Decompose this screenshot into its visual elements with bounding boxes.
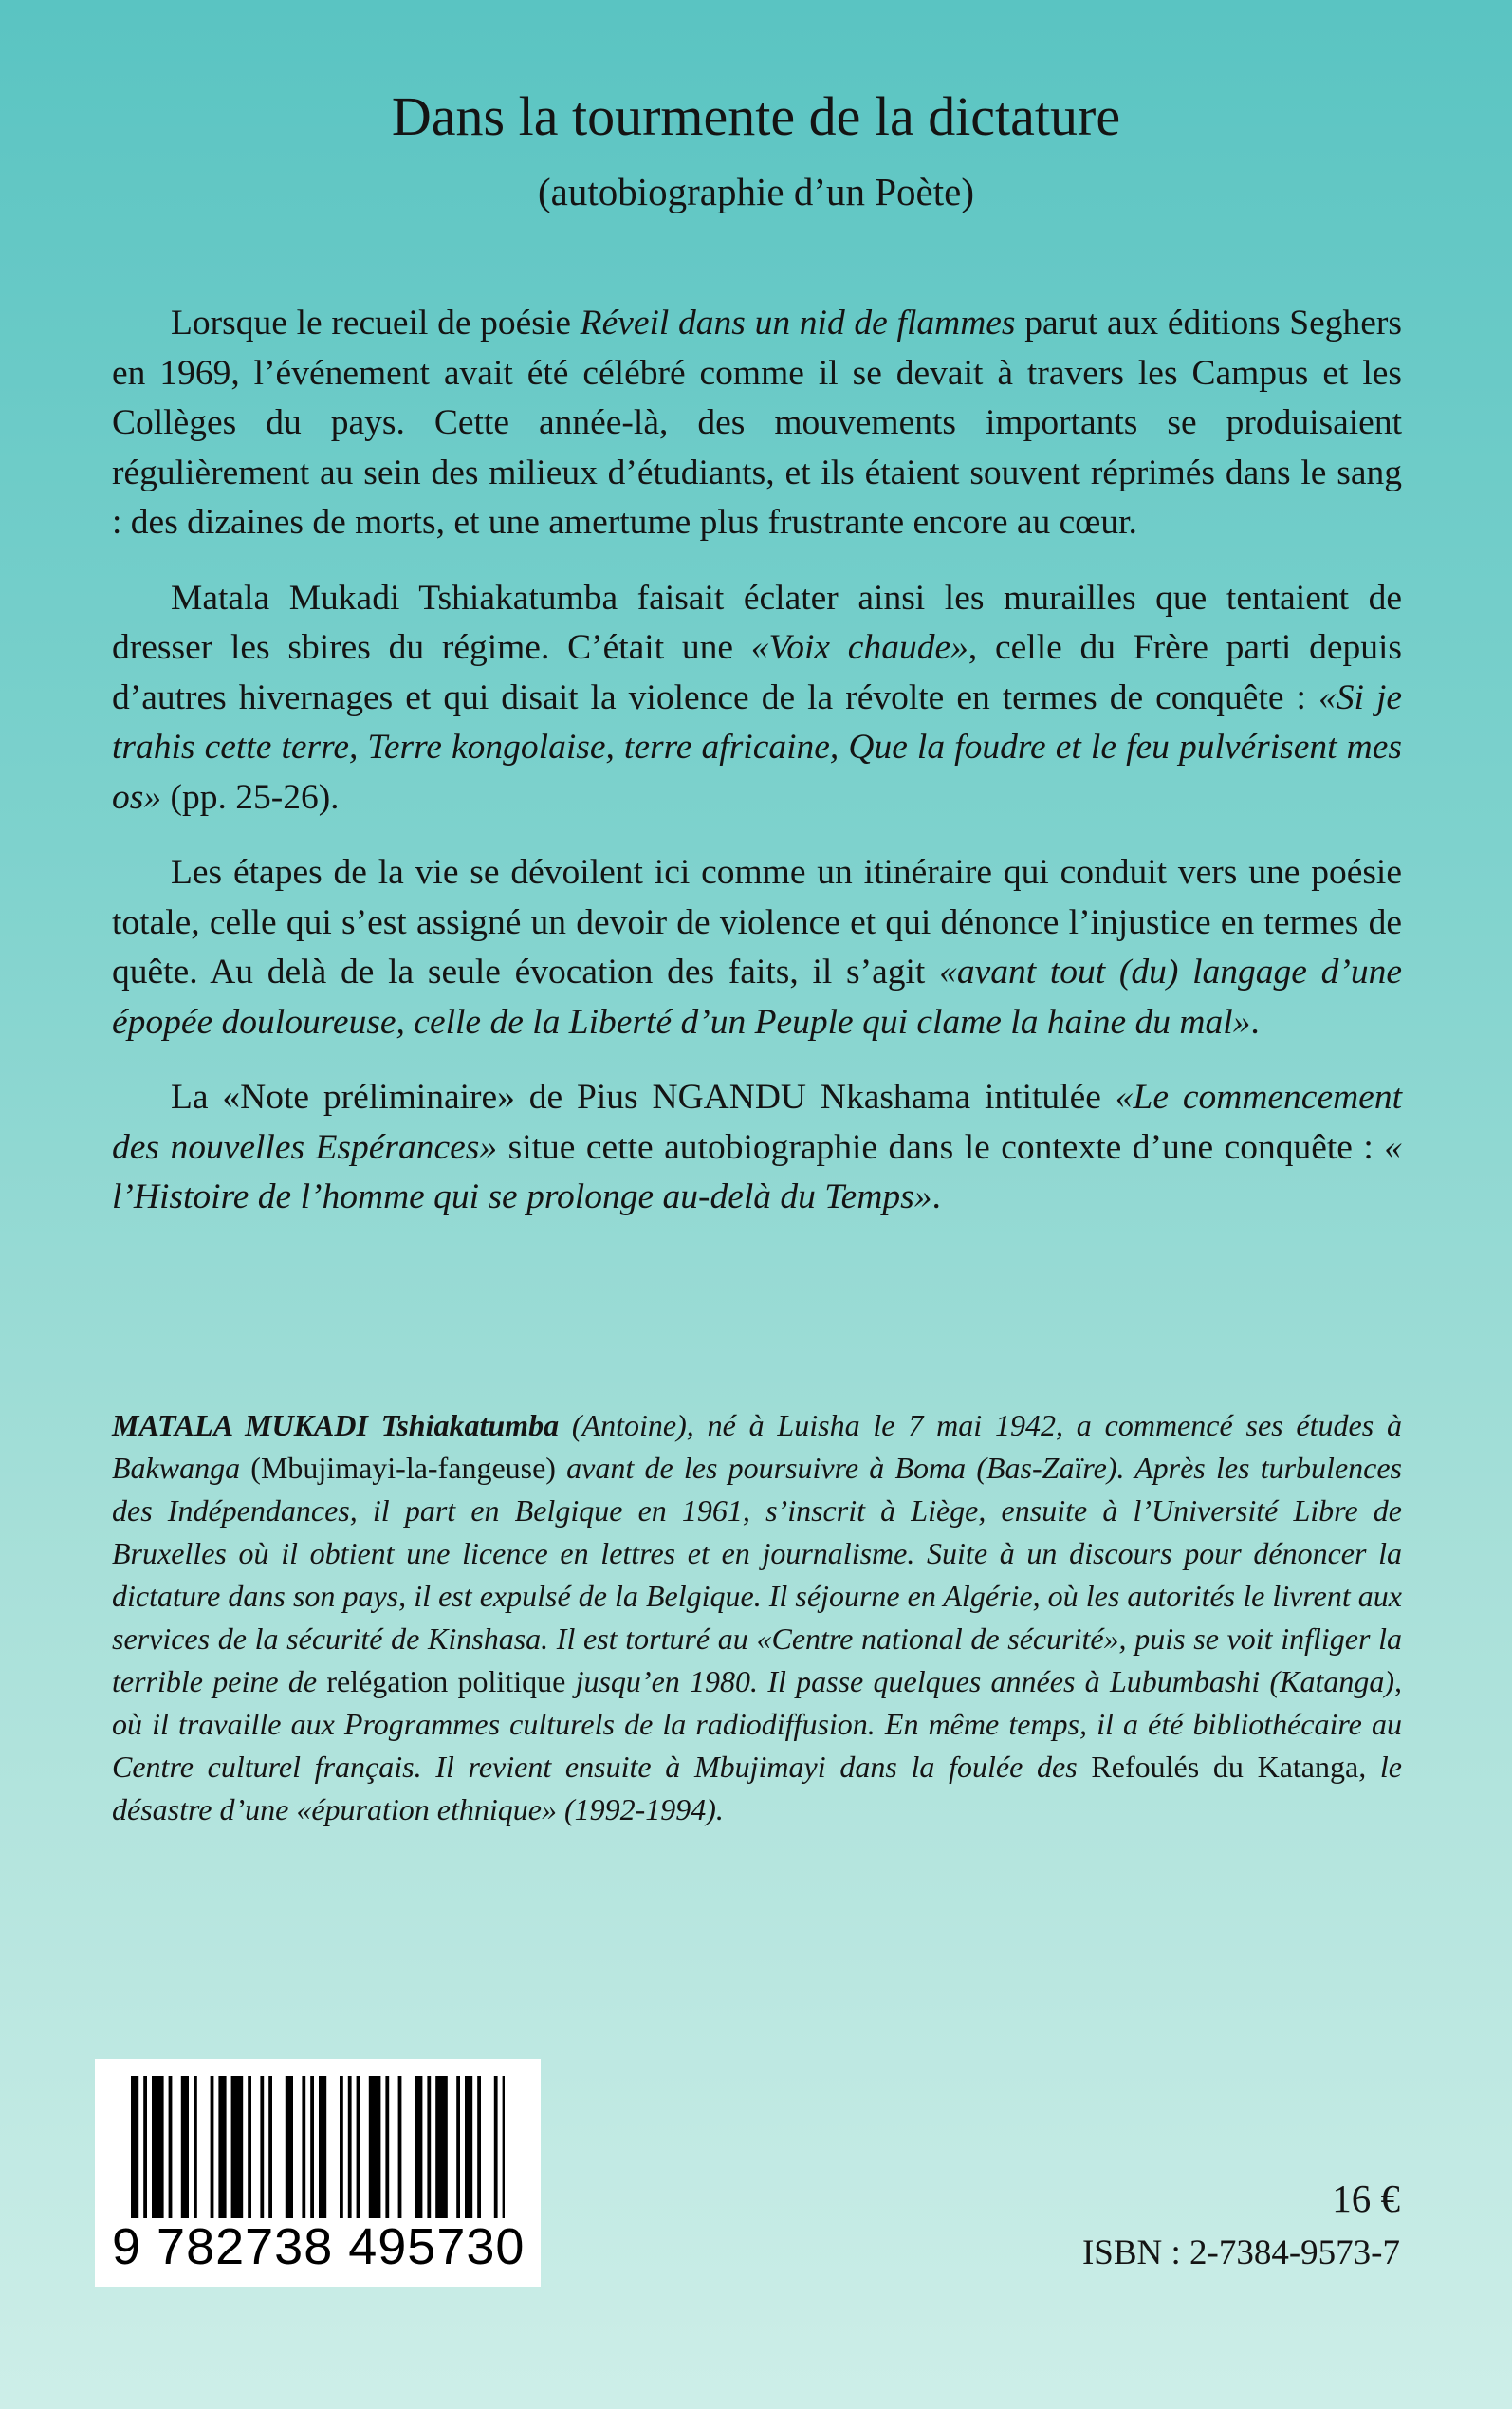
barcode-bar <box>268 2076 272 2218</box>
barcode-bar <box>319 2076 326 2218</box>
barcode-bar <box>231 2076 244 2218</box>
barcode-bar <box>427 2076 431 2218</box>
barcode-digits: 9 782738 495730 <box>112 2218 526 2275</box>
barcode-bar <box>194 2076 197 2218</box>
price: 16 € <box>1332 2177 1400 2220</box>
barcode-bar <box>181 2076 189 2218</box>
barcode-bar <box>340 2076 343 2218</box>
barcode-bar <box>211 2076 214 2218</box>
barcode-bar <box>260 2076 264 2218</box>
barcode-bar <box>503 2076 505 2218</box>
barcode-bar <box>385 2076 389 2218</box>
blurb-paragraph-3: Les étapes de la vie se dévoilent ici comme un itinéraire qui conduit vers une poésie totale, celle qui s’est assigné un devoir de violence et qui dénonce l’injustice en termes de quête. Au delà de la seule évocation des faits, il s’agit «avant tout (du) langage d’une épopée douloureuse, celle de la Liberté d’un Peuple qui clame la haine du mal». <box>112 853 1403 1042</box>
barcode-bar <box>310 2076 314 2218</box>
blurb-paragraph-1: Lorsque le recueil de poésie Réveil dans un nid de flammes parut aux éditions Seghers en 1969, l’événement avait été célébré comme il se devait à travers les Campus et les Collèges du pays. Cette année-là, des mouvements importants se produisaient régulièrement au sein des milieux d’étudiants, et ils étaient souvent réprimés dans le sang : des dizaines de morts, et une amertume plus frustrante encore au cœur. <box>112 304 1402 542</box>
barcode-bar <box>348 2076 352 2218</box>
author-name: MATALA MUKADI Tshiakatumba <box>112 1408 560 1442</box>
barcode-bar <box>357 2076 360 2218</box>
barcode-bar <box>143 2076 147 2218</box>
barcode-bar <box>456 2076 460 2218</box>
barcode-bar <box>169 2076 173 2218</box>
blurb-paragraph-4: La «Note préliminaire» de Pius NGANDU Nkashama intitulée «Le commencement des nouvelles Espérances» situe cette autobiographie dans le contexte d’une conquête : « l’Histoire de l’homme qui se prolonge au-delà du Temps». <box>112 1078 1402 1216</box>
barcode <box>95 2059 541 2287</box>
book-subtitle: (autobiographie d’un Poète) <box>538 170 974 213</box>
barcode-bar <box>435 2076 448 2218</box>
barcode-bar <box>398 2076 402 2218</box>
barcode-bar <box>494 2076 498 2218</box>
isbn: ISBN : 2-7384-9573-7 <box>1081 2233 1400 2272</box>
blurb-paragraph-2: Matala Mukadi Tshiakatumba faisait éclater ainsi les murailles que tentaient de dresser les sbires du régime. C’était une «Voix chaude», celle du Frère parti depuis d’autres hivernages et qui disait la violence de la révolte en termes de conquête : «Si je trahis cette terre, Terre kongolaise, terre africaine, Que la foudre et le feu pulvérisent mes os» (pp. 25-26). <box>112 578 1403 817</box>
barcode-bar <box>286 2076 293 2218</box>
barcode-bar <box>248 2076 251 2218</box>
barcode-bar <box>415 2076 422 2218</box>
barcode-bar <box>477 2076 481 2218</box>
barcode-bars <box>131 2076 505 2218</box>
barcode-bar <box>152 2076 164 2218</box>
blurb <box>112 299 1402 1249</box>
barcode-bar <box>218 2076 226 2218</box>
barcode-bar <box>369 2076 381 2218</box>
barcode-bar <box>302 2076 305 2218</box>
author-bio: MATALA MUKADI Tshiakatumba (Antoine), né à Luisha le 7 mai 1942, a commencé ses études à Bakwanga (Mbujimayi-la-fangeuse) avant de les poursuivre à Boma (Bas-Zaïre). Après les turbulences des Indépendances, il part en Belgique en 1961, s’inscrit à Liège, ensuite à l’Université Libre de Bruxelles où il obtient une licence en lettres et en journalisme. Suite à un discours pour dénoncer la dictature dans son pays, il est expulsé de la Belgique. Il séjourne en Algérie, où les autorités le livrent aux services de la sécurité de Kinshasa. Il est torturé au «Centre national de sécurité», puis se voit infliger la terrible peine de relégation politique jusqu’en 1980. Il passe quelques années à Lubumbashi (Katanga), où il travaille aux Programmes culturels de la radiodiffusion. En même temps, il a été bibliothécaire au Centre culturel français. Il revient ensuite à Mbujimayi dans la foulée des Refoulés du Katanga, le désastre d’une «épuration ethnique» (1992-1994). <box>112 1408 1403 1826</box>
book-title: Dans la tourmente de la dictature <box>391 85 1121 147</box>
barcode-bar <box>131 2076 138 2218</box>
barcode-bar <box>465 2076 472 2218</box>
